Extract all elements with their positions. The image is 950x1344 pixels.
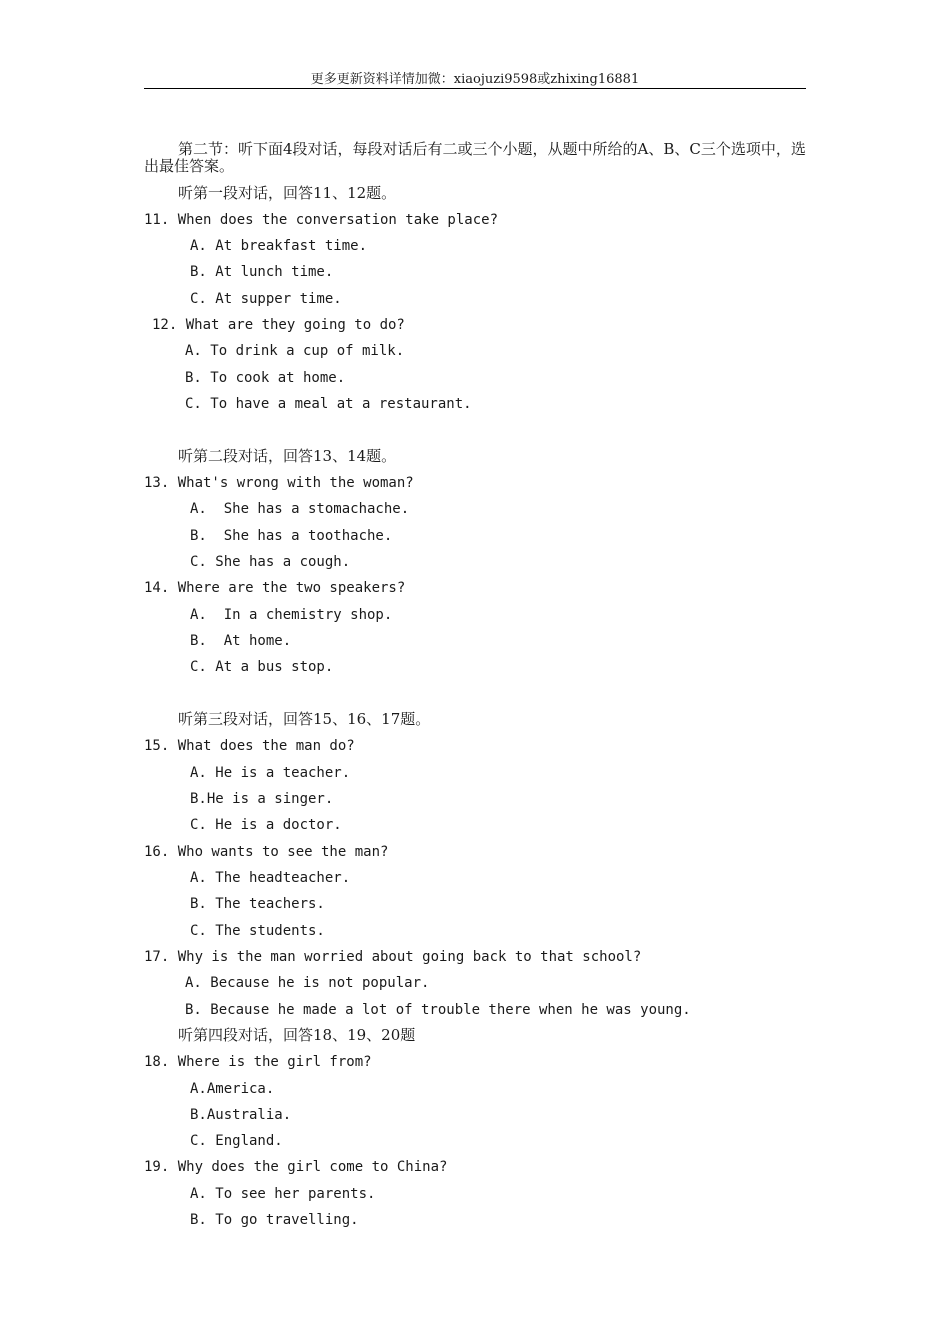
option-15c: C. He is a doctor. — [190, 817, 342, 833]
option-17a: A. Because he is not popular. — [185, 975, 430, 991]
option-15b: B.He is a singer. — [190, 791, 334, 807]
option-13c: C. She has a cough. — [190, 554, 351, 570]
option-19a: A. To see her parents. — [190, 1186, 376, 1202]
option-12b: B. To cook at home. — [185, 370, 346, 386]
option-16b: B. The teachers. — [190, 896, 325, 912]
option-13b: B. She has a toothache. — [190, 528, 393, 544]
option-18a: A.America. — [190, 1081, 275, 1097]
option-14b: B. At home. — [190, 633, 292, 649]
section-intro: 第二节：听下面4段对话，每段对话后有二或三个小题，从题中所给的A、B、C三个选项中，选出最佳答案。 — [144, 140, 806, 175]
question-12: 12. What are they going to do? — [152, 317, 405, 333]
question-14: 14. Where are the two speakers? — [144, 580, 406, 596]
option-17b: B. Because he made a lot of trouble there when he was young. — [185, 1002, 691, 1018]
question-19: 19. Why does the girl come to China? — [144, 1159, 448, 1175]
option-15a: A. He is a teacher. — [190, 765, 351, 781]
option-18b: B.Australia. — [190, 1107, 292, 1123]
option-16c: C. The students. — [190, 923, 325, 939]
dialogue-2-heading: 听第二段对话，回答13、14题。 — [178, 447, 397, 465]
option-13a: A. She has a stomachache. — [190, 501, 410, 517]
header-rule — [144, 88, 806, 89]
page-header: 更多更新资料详情加微：xiaojuzi9598或zhixing16881 — [310, 72, 640, 87]
option-12c: C. To have a meal at a restaurant. — [185, 396, 472, 412]
option-19b: B. To go travelling. — [190, 1212, 359, 1228]
question-11: 11. When does the conversation take place? — [144, 212, 499, 228]
option-12a: A. To drink a cup of milk. — [185, 343, 405, 359]
dialogue-1-heading: 听第一段对话，回答11、12题。 — [178, 184, 397, 202]
option-16a: A. The headteacher. — [190, 870, 351, 886]
question-15: 15. What does the man do? — [144, 738, 355, 754]
option-14a: A. In a chemistry shop. — [190, 607, 393, 623]
question-16: 16. Who wants to see the man? — [144, 844, 389, 860]
question-13: 13. What's wrong with the woman? — [144, 475, 414, 491]
option-18c: C. England. — [190, 1133, 283, 1149]
option-11b: B. At lunch time. — [190, 264, 334, 280]
dialogue-4-heading: 听第四段对话，回答18、19、20题 — [178, 1026, 416, 1044]
dialogue-3-heading: 听第三段对话，回答15、16、17题。 — [178, 710, 431, 728]
option-14c: C. At a bus stop. — [190, 659, 334, 675]
option-11a: A. At breakfast time. — [190, 238, 368, 254]
question-18: 18. Where is the girl from? — [144, 1054, 372, 1070]
option-11c: C. At supper time. — [190, 291, 342, 307]
question-17: 17. Why is the man worried about going back to that school? — [144, 949, 642, 965]
